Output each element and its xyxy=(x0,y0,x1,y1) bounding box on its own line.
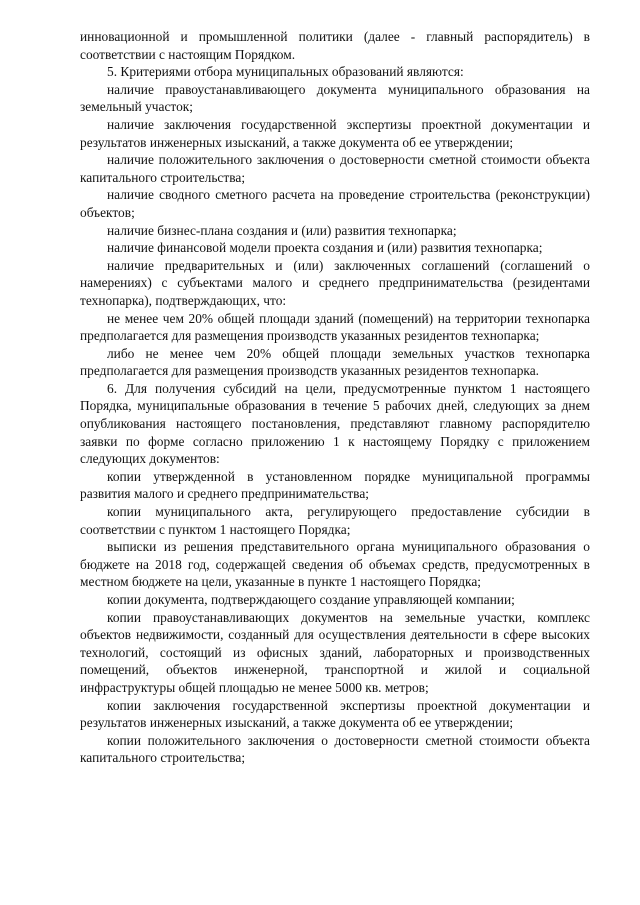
paragraph: 5. Критериями отбора муниципальных образований являются: xyxy=(107,64,464,80)
paragraph: копии документа, подтверждающего создание управляющей компании; xyxy=(107,592,515,607)
paragraph: либо не менее чем 20% общей площади земельных участков технопарка предполагается для размещения производств указанных резидентов технопарка. xyxy=(80,345,590,379)
paragraph: наличие заключения государственной экспертизы проектной документации и результатов инженерных изысканий, а также документа об ее утверждении; xyxy=(80,116,590,150)
paragraph: копии правоустанавливающих документов на земельные участки, комплекс объектов недвижимости, созданный для осуществления деятельности в сфере высоких технологий, состоящий из офисных зданий, лабораторных и производственных помещений, объектов инженерной, транспортной и жилой и социальной инфраструктуры общей площадью не менее 5000 кв. метров; xyxy=(80,609,590,695)
paragraph: наличие бизнес-плана создания и (или) развития технопарка; xyxy=(107,222,457,238)
paragraph: инновационной и промышленной политики (далее - главный распорядитель) в соответствии с настоящим Порядком. xyxy=(80,29,590,62)
paragraph: копии утвержденной в установленном порядке муниципальной программы развития малого и среднего предпринимательства; xyxy=(80,468,590,502)
paragraph: выписки из решения представительного органа муниципального образования о бюджете на 2018 год, содержащей сведения об объемах средств, предусмотренных в местном бюджете на цели, указанные в пункте 1 настоящего Порядка; xyxy=(80,539,590,590)
paragraph: копии положительного заключения о достоверности сметной стоимости объекта капитального строительства; xyxy=(80,732,590,766)
document-page xyxy=(80,28,590,767)
paragraph: наличие финансовой модели проекта создания и (или) развития технопарка; xyxy=(107,240,543,256)
paragraph: копии заключения государственной экспертизы проектной документации и результатов инженерных изысканий, а также документа об ее утверждении; xyxy=(80,697,590,731)
paragraph: наличие положительного заключения о достоверности сметной стоимости объекта капитального строительства; xyxy=(80,152,590,185)
paragraph: 6. Для получения субсидий на цели, предусмотренные пунктом 1 настоящего Порядка, муниципальные образования в течение 5 рабочих дней, следующих за днем опубликования настоящего постановления, представляют главному распорядителю заявки по форме согласно приложению 1 к настоящему Порядку с приложением следующих документов: xyxy=(80,380,590,467)
paragraph: наличие предварительных и (или) заключенных соглашений (соглашений о намерениях) с субъектами малого и среднего предпринимательства (резидентами технопарка), подтверждающих, что: xyxy=(80,257,590,308)
paragraph: не менее чем 20% общей площади зданий (помещений) на территории технопарка предполагается для размещения производств указанных резидентов технопарка; xyxy=(80,310,590,344)
paragraph: наличие правоустанавливающего документа муниципального образования на земельный участок; xyxy=(80,81,590,115)
paragraph: наличие сводного сметного расчета на проведение строительства (реконструкции) объектов; xyxy=(80,187,590,220)
paragraph: копии муниципального акта, регулирующего предоставление субсидии в соответствии с пунктом 1 настоящего Порядка; xyxy=(80,504,590,537)
